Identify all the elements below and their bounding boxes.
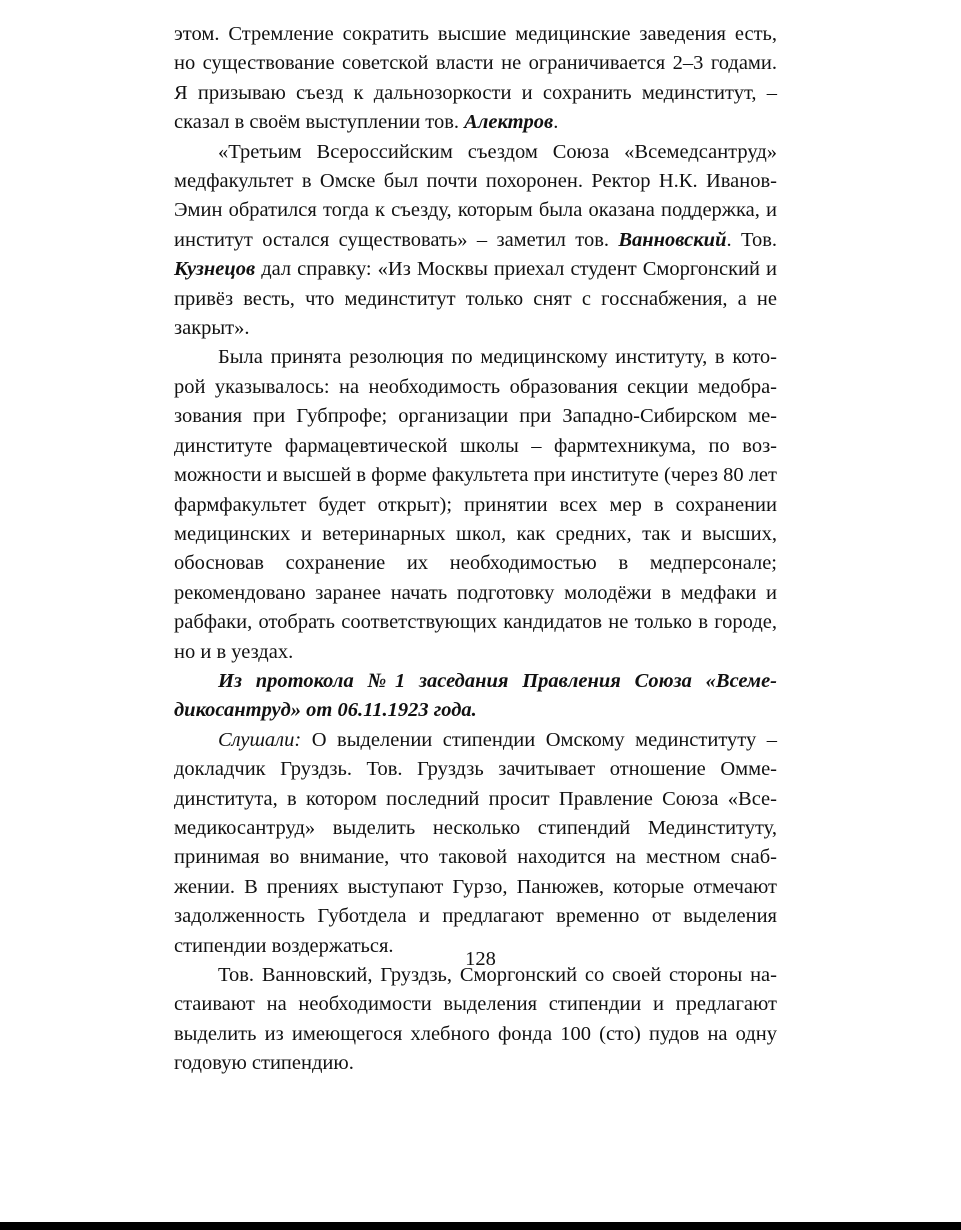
paragraph-5: Тов. Ванновский, Груздзь, Сморгонский со своей стороны настаивают на необходимости выделения стипендии и предлагают выделить из имеющегося хлебного фонда 100 (сто) пудов на одну годовую стипендию.	[174, 964, 777, 1075]
paragraph-1-end: .	[553, 111, 559, 134]
paragraph-1	[174, 20, 777, 138]
paragraph-2-text-1: «Третьим Всероссийским съездом Союза «Всемедсантруд» медфакультет в Омске был почти похоронен. Ректор Н.К. Иванов-Эмин обратился тогда к съезду, которым была оказана поддержка, и институт остался существовать» – заметил тов.	[174, 140, 777, 251]
slushali-label: Слушали:	[218, 728, 302, 751]
name-vannovsky: Ванновский	[618, 228, 727, 251]
name-kuznetsov: Кузнецов	[174, 258, 256, 281]
page-number: 128	[465, 948, 496, 970]
protocol-heading: Из протокола №1 заседания Правления Союза «Всемедикосантруд» от 06.11.1923 года.	[174, 669, 777, 722]
paragraph-1-text: этом. Стремление сократить высшие медицинские заведения есть, но существование советской власти не ограничивается 2–3 годами. Я призываю съезд к дальнозоркости и сохранить мединститут, – сказал в своём выступлении тов.	[174, 23, 777, 134]
paragraph-2	[174, 138, 777, 344]
page-body	[174, 20, 777, 1079]
paragraph-2-text-3: дал справку: «Из Москвы приехал студент Сморгонский и привёз весть, что мединститут только снят с госснабжения, а не закрыт».	[174, 258, 777, 340]
name-alektrov: Алектров	[464, 111, 554, 134]
paragraph-2-text-2: . Тов.	[726, 228, 777, 251]
paragraph-4	[174, 726, 777, 961]
paragraph-3: Была принята резолюция по медицинскому институту, в которой указывалось: на необходимость образования секции медобразования при Губпрофе; организации при Западно-Сибирском мединституте фармацевтической школы – фармтехникума, по возможности и высшей в форме факультета при институте (через 80 лет фармфакультет будет открыт); принятии всех мер в сохранении медицинских и ветеринарных школ, как средних, так и высших, обосновав сохранение их необходимостью в медперсонале; рекомендовано заранее начать подготовку молодёжи в медфаки и рабфаки, отобрать соответствующих кандидатов не только в городе, но и в уездах.	[174, 346, 777, 663]
bottom-scan-edge	[0, 1222, 961, 1230]
paragraph-4-text: О выделении стипендии Омскому мединституту – докладчик Груздзь. Тов. Груздзь зачитывает отношение Оммединститута, в котором последний просит Правление Союза «Всемедикосантруд» выделить несколько стипендий Мединституту, принимая во внимание, что таковой находится на местном снабжении. В прениях выступают Гурзо, Панюжев, которые отмечают задолженность Губотдела и предлагают временно от выделения стипендии воздержаться.	[174, 728, 777, 957]
